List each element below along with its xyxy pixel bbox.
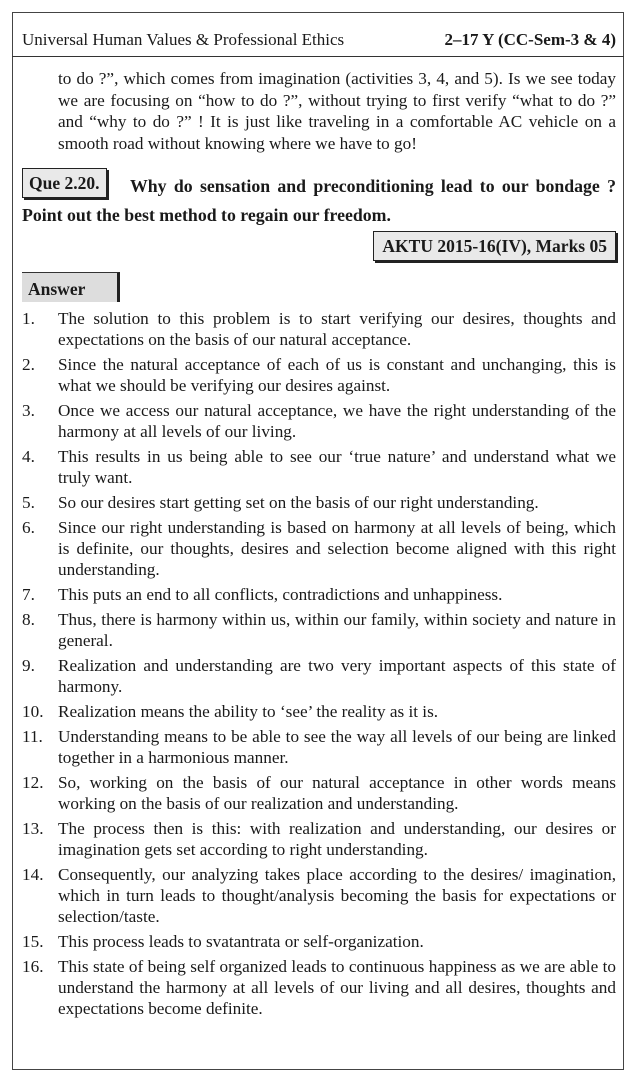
list-item — [22, 864, 616, 928]
list-item — [22, 308, 616, 350]
list-item-text: Understanding means to be able to see the way all levels of our being are linked together in a harmonious manner. — [58, 726, 616, 767]
list-item-number: 13. — [22, 818, 44, 838]
book-title: Universal Human Values & Professional Ethics — [22, 30, 345, 49]
list-item — [22, 609, 616, 651]
list-item — [22, 956, 616, 1020]
list-item — [22, 517, 616, 581]
list-item-number: 2. — [22, 355, 35, 374]
list-item-text: Thus, there is harmony within us, within our family, within society and nature in general. — [58, 609, 616, 650]
header-divider — [12, 56, 624, 57]
list-item — [22, 492, 616, 513]
list-item-text: So our desires start getting set on the basis of our right understanding. — [58, 493, 539, 512]
list-item-number: 15. — [22, 931, 44, 951]
list-item-number: 7. — [22, 585, 35, 604]
list-item-text: The solution to this problem is to start verifying our desires, thoughts and expectations on the basis of our natural acceptance. — [58, 309, 616, 350]
answer-label: Answer — [22, 272, 120, 302]
list-item-text: This results in us being able to see our ‘true nature’ and understand what we truly want. — [58, 447, 616, 488]
list-item — [22, 931, 616, 952]
list-item-text: Realization means the ability to ‘see’ the reality as it is. — [58, 701, 439, 721]
list-item-number: 10. — [22, 701, 44, 721]
list-item-number: 8. — [22, 609, 35, 629]
list-item-number: 1. — [22, 309, 35, 328]
list-item-number: 3. — [22, 401, 35, 420]
list-item-text: So, working on the basis of our natural acceptance in other words means working on the basis of our realization and understanding. — [58, 772, 616, 813]
question-label: Que 2.20. — [22, 168, 107, 198]
list-item — [22, 772, 616, 814]
list-item-text: This process leads to svatantrata or self-organization. — [58, 931, 424, 951]
list-item — [22, 818, 616, 860]
question-text: Why do sensation and preconditioning lead to our bondage ? Point out the best method to regain our freedom. — [22, 176, 616, 225]
list-item-text: Consequently, our analyzing takes place according to the desires/ imagination, which in turn leads to thought/analysis becoming the basis for expectations or selection/taste. — [58, 864, 616, 926]
list-item — [22, 701, 616, 722]
list-item — [22, 400, 616, 442]
answer-list — [22, 308, 616, 1023]
list-item-text: This state of being self organized leads to continuous happiness as we are able to understand the harmony at all levels of our living and all desires, thoughts and expectations become definite. — [58, 956, 616, 1018]
list-item-text: The process then is this: with realization and understanding, our desires or imagination gets set according to right understanding. — [58, 818, 616, 859]
list-item-number: 9. — [22, 655, 35, 675]
list-item-number: 14. — [22, 864, 44, 884]
list-item — [22, 655, 616, 697]
list-item-number: 16. — [22, 956, 44, 976]
list-item — [22, 354, 616, 396]
list-item-number: 6. — [22, 517, 35, 537]
list-item-number: 4. — [22, 447, 35, 466]
list-item-text: Since the natural acceptance of each of us is constant and unchanging, this is what we should be verifying our desires against. — [58, 355, 616, 396]
exam-source-badge: AKTU 2015-16(IV), Marks 05 — [373, 231, 616, 261]
list-item-text: Realization and understanding are two very important aspects of this state of harmony. — [58, 655, 616, 696]
page-header — [22, 28, 616, 52]
list-item — [22, 446, 616, 488]
list-item — [22, 726, 616, 768]
list-item-number: 5. — [22, 493, 35, 512]
list-item-number: 11. — [22, 726, 43, 746]
page-number: 2–17 Y (CC-Sem-3 & 4) — [444, 30, 616, 49]
list-item-text: Once we access our natural acceptance, we have the right understanding of the harmony at all levels of our living. — [58, 401, 616, 442]
list-item-number: 12. — [22, 772, 44, 792]
intro-paragraph: to do ?”, which comes from imagination (activities 3, 4, and 5). Is we see today we are focusing on “how to do ?”, without trying to first verify “what to do ?” and “why to do ?” ! It is just like traveling in a comfortable AC vehicle on a smooth road without knowing where we have to go! — [58, 69, 616, 153]
list-item-text: This puts an end to all conflicts, contradictions and unhappiness. — [58, 585, 503, 604]
list-item — [22, 584, 616, 605]
list-item-text: Since our right understanding is based on harmony at all levels of being, which is definite, our thoughts, desires and selection become aligned with this right understanding. — [58, 517, 616, 580]
